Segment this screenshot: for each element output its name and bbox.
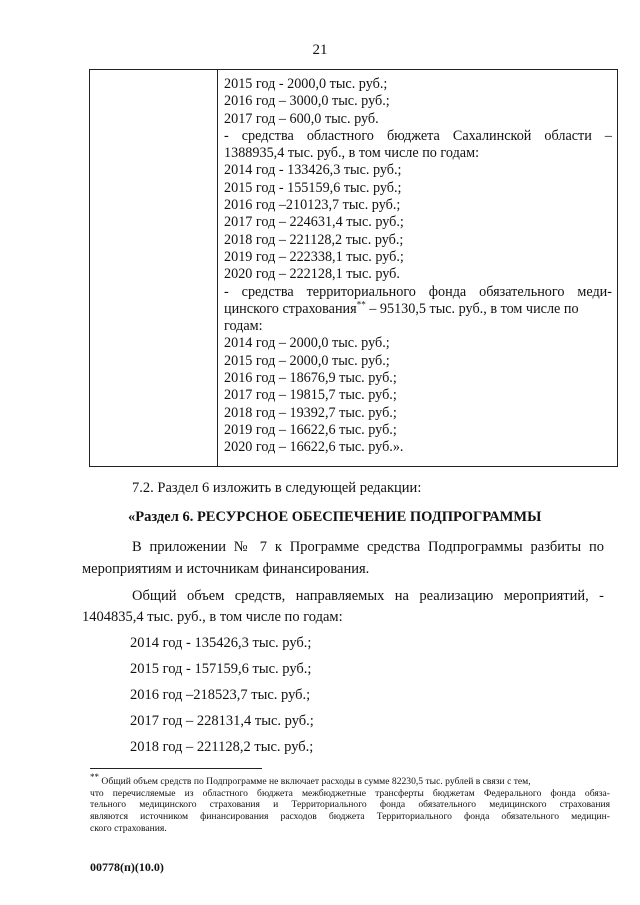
table-column-divider (217, 70, 218, 466)
table-line: 2020 год – 222128,1 тыс. руб. (224, 266, 400, 283)
funding-table-cell (224, 76, 612, 457)
paragraph-line: В приложении № 7 к Программе средства Подпрограммы разбиты по (132, 539, 604, 555)
table-line: 2016 год –210123,7 тыс. руб.; (224, 197, 401, 214)
footnote-text: Общий объем средств по Подпрограмме не включает расходы в сумме 82230,5 тыс. рублей в связи с тем, (99, 776, 531, 787)
footnote-line: тельного медицинского страхования и Территориального фонда обязательного медицинского страхования (90, 799, 610, 811)
footnote-separator (90, 768, 262, 769)
table-line: 2019 год – 222338,1 тыс. руб.; (224, 248, 404, 265)
table-line: 2017 год – 600,0 тыс. руб. (224, 110, 379, 127)
paragraph-line: 1404835,4 тыс. руб., в том числе по годам: (82, 609, 343, 625)
table-line: - средства областного бюджета Сахалинской области – (224, 127, 612, 144)
table-line: 2018 год – 19392,7 тыс. руб.; (224, 404, 397, 421)
table-line: 2014 год – 2000,0 тыс. руб.; (224, 335, 390, 352)
table-line-part: – 95130,5 тыс. руб., в том числе по (365, 300, 579, 317)
section-heading: «Раздел 6. РЕСУРСНОЕ ОБЕСПЕЧЕНИЕ ПОДПРОГРАММЫ (128, 509, 542, 525)
footnote (90, 771, 610, 834)
table-line: 2019 год – 16622,6 тыс. руб.; (224, 421, 397, 438)
table-line: 2015 год - 155159,6 тыс. руб.; (224, 179, 402, 196)
year-amount-line: 2015 год - 157159,6 тыс. руб.; (130, 661, 312, 677)
footnote-line: ского страхования. (90, 822, 167, 834)
table-line: 2017 год – 19815,7 тыс. руб.; (224, 387, 397, 404)
table-line: 2020 год – 16622,6 тыс. руб.». (224, 439, 404, 456)
table-line: 2016 год – 18676,9 тыс. руб.; (224, 370, 397, 387)
table-line: 2017 год – 224631,4 тыс. руб.; (224, 214, 404, 231)
table-line: годам: (224, 318, 263, 335)
funding-table (89, 69, 618, 467)
footnote-reference: ** (356, 299, 366, 310)
paragraph-line: мероприятиям и источникам финансирования. (82, 561, 370, 577)
table-line: 2016 год – 3000,0 тыс. руб.; (224, 93, 390, 110)
table-line-part: цинского страхования (224, 300, 357, 317)
footnote-mark: ** (90, 771, 99, 782)
table-line: - средства территориального фонда обязательного меди- (224, 283, 612, 300)
page-number: 21 (312, 42, 328, 58)
year-amount-line: 2017 год – 228131,4 тыс. руб.; (130, 713, 314, 729)
amendment-intro: 7.2. Раздел 6 изложить в следующей редакции: (132, 480, 422, 496)
footnote-line: являются источником финансирования расходов бюджета Территориального фонда обязательного медицин- (90, 811, 610, 823)
document-code: 00778(п)(10.0) (90, 860, 164, 874)
year-amount-line: 2018 год – 221128,2 тыс. руб.; (130, 739, 314, 755)
table-line: 2018 год – 221128,2 тыс. руб.; (224, 231, 404, 248)
paragraph-line: Общий объем средств, направляемых на реализацию мероприятий, - (132, 588, 604, 604)
table-line: 2015 год - 2000,0 тыс. руб.; (224, 76, 388, 92)
year-amount-line: 2016 год –218523,7 тыс. руб.; (130, 687, 311, 703)
table-line: 2015 год – 2000,0 тыс. руб.; (224, 352, 390, 369)
footnote-line: что перечисляемые из областного бюджета межбюджетные трансферты бюджетам Федерального фонда обяза- (90, 787, 610, 799)
footnote-line (90, 771, 610, 788)
year-amount-line: 2014 год - 135426,3 тыс. руб.; (130, 635, 312, 651)
table-line (224, 301, 612, 318)
table-line: 2014 год - 133426,3 тыс. руб.; (224, 162, 402, 179)
table-line: 1388935,4 тыс. руб., в том числе по годам: (224, 145, 480, 162)
